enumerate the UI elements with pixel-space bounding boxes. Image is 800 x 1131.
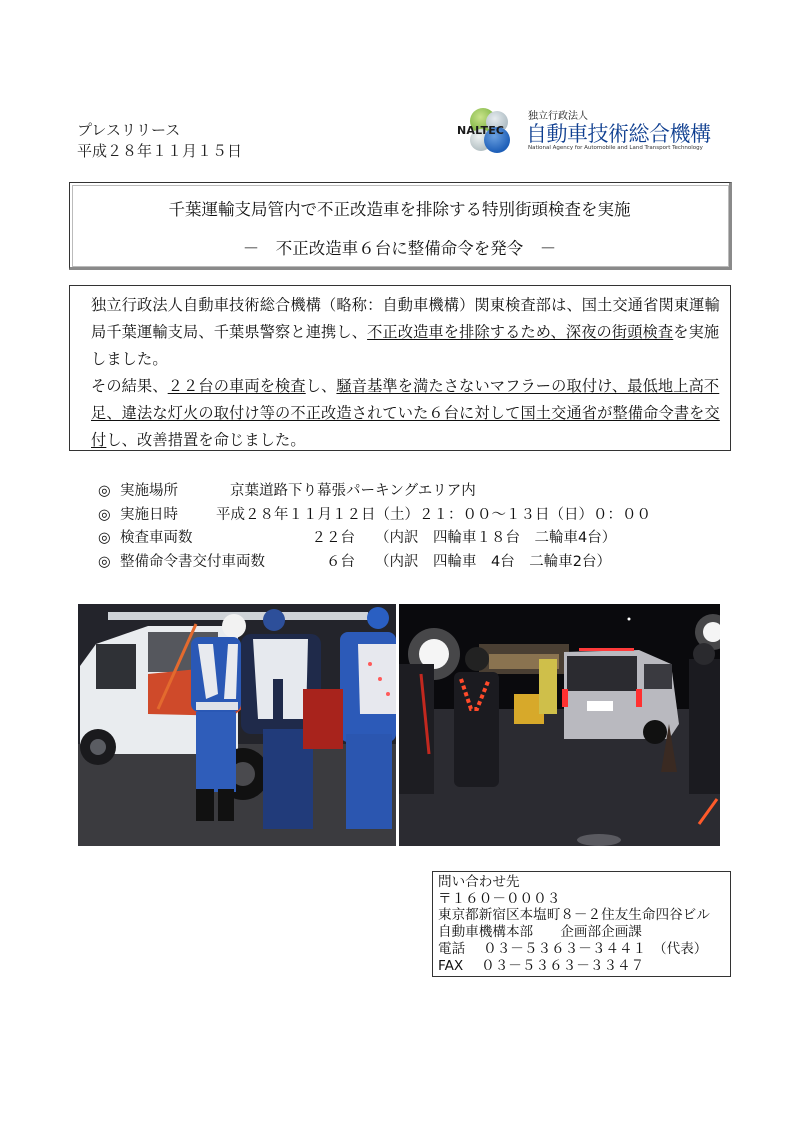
page-title: 千葉運輸支局管内で不正改造車を排除する特別街頭検査を実施 xyxy=(168,200,631,219)
detail-count: ６台 xyxy=(326,553,355,570)
contact-phone: 電話 ０３－５３６３－３４４１ （代表） xyxy=(438,940,708,957)
contact-postal-code: 〒１６０－０００３ xyxy=(438,890,561,907)
detail-label: 整備命令書交付車両数 xyxy=(120,553,265,570)
contact-fax: FAX ０３－５３６３－３３４７ xyxy=(438,957,645,974)
para2-text-end: し、改善措置を命じました。 xyxy=(106,431,306,449)
para2-text-mid: し、 xyxy=(305,377,337,395)
inspection-details xyxy=(98,480,651,574)
release-date: 平成２８年１１月１５日 xyxy=(77,142,243,160)
detail-value: 京葉道路下り幕張パーキングエリア内 xyxy=(230,483,476,499)
para2-underlined-1: ２２台の車両を検査 xyxy=(167,377,306,395)
naltec-emblem-icon xyxy=(456,107,520,155)
press-header xyxy=(77,120,242,162)
para2-underlined-2: 騒音基準を満たさないマフラーの取付け、最低地上高不足、違法な灯火の取付け等の不正改造されていた６台に対して国土交通省が整備命令書を交付 xyxy=(91,377,720,449)
doc-type: プレスリリース xyxy=(77,121,181,139)
photo-right-illustration xyxy=(399,604,720,846)
title-box xyxy=(69,182,732,270)
detail-row-datetime xyxy=(98,504,651,528)
summary-box xyxy=(69,285,731,451)
contact-box xyxy=(432,871,731,977)
contact-heading: 問い合わせ先 xyxy=(438,874,520,890)
contact-address: 東京都新宿区本塩町８－２住友生命四谷ビル xyxy=(438,907,710,924)
para2-text: その結果、 xyxy=(91,377,168,395)
detail-label: 実施日時 xyxy=(120,506,178,523)
detail-row-order-count xyxy=(98,551,651,575)
summary-paragraph-2 xyxy=(76,373,726,454)
logo-org-name-en: National Agency for Automobile and Land Transport Technology xyxy=(528,145,703,151)
double-circle-icon: ◎ xyxy=(98,530,111,546)
logo-abbr: NALTEC xyxy=(457,124,505,137)
detail-label: 実施場所 xyxy=(120,483,178,499)
naltec-logo xyxy=(456,107,746,157)
para1-underlined: 不正改造車を排除するため、深夜の街頭検査 xyxy=(367,323,674,341)
double-circle-icon: ◎ xyxy=(98,483,111,499)
logo-org-type: 独立行政法人 xyxy=(528,111,588,122)
page-subtitle: － 不正改造車６台に整備命令を発令 － xyxy=(242,239,557,258)
contact-department: 自動車機構本部 企画部企画課 xyxy=(438,924,642,941)
photo-night-inspection xyxy=(399,604,720,846)
double-circle-icon: ◎ xyxy=(98,553,111,570)
para1-text-end: を実施しました。 xyxy=(91,323,720,368)
para1-text: 独立行政法人自動車技術総合機構（略称：自動車機構）関東検査部は、国土交通省関東運輸局千葉運輸支局、千葉県警察と連携し、 xyxy=(91,296,720,341)
photo-inspection-van xyxy=(78,604,396,846)
double-circle-icon: ◎ xyxy=(98,506,111,523)
detail-value: 平成２８年１１月１２日（土）２１：００～１３日（日）０：００ xyxy=(216,506,651,523)
detail-count: ２２台 xyxy=(311,530,355,546)
detail-row-location xyxy=(98,480,651,504)
detail-label: 検査車両数 xyxy=(120,530,193,546)
summary-paragraph-1 xyxy=(76,292,726,373)
detail-row-inspected-count xyxy=(98,527,651,551)
detail-breakdown: （内訳 四輪車 4台 二輪車2台） xyxy=(375,553,611,570)
photo-left-illustration xyxy=(78,604,396,846)
detail-breakdown: （内訳 四輪車１８台 二輪車4台） xyxy=(375,530,617,546)
logo-org-name: 自動車技術総合機構 xyxy=(526,122,711,146)
